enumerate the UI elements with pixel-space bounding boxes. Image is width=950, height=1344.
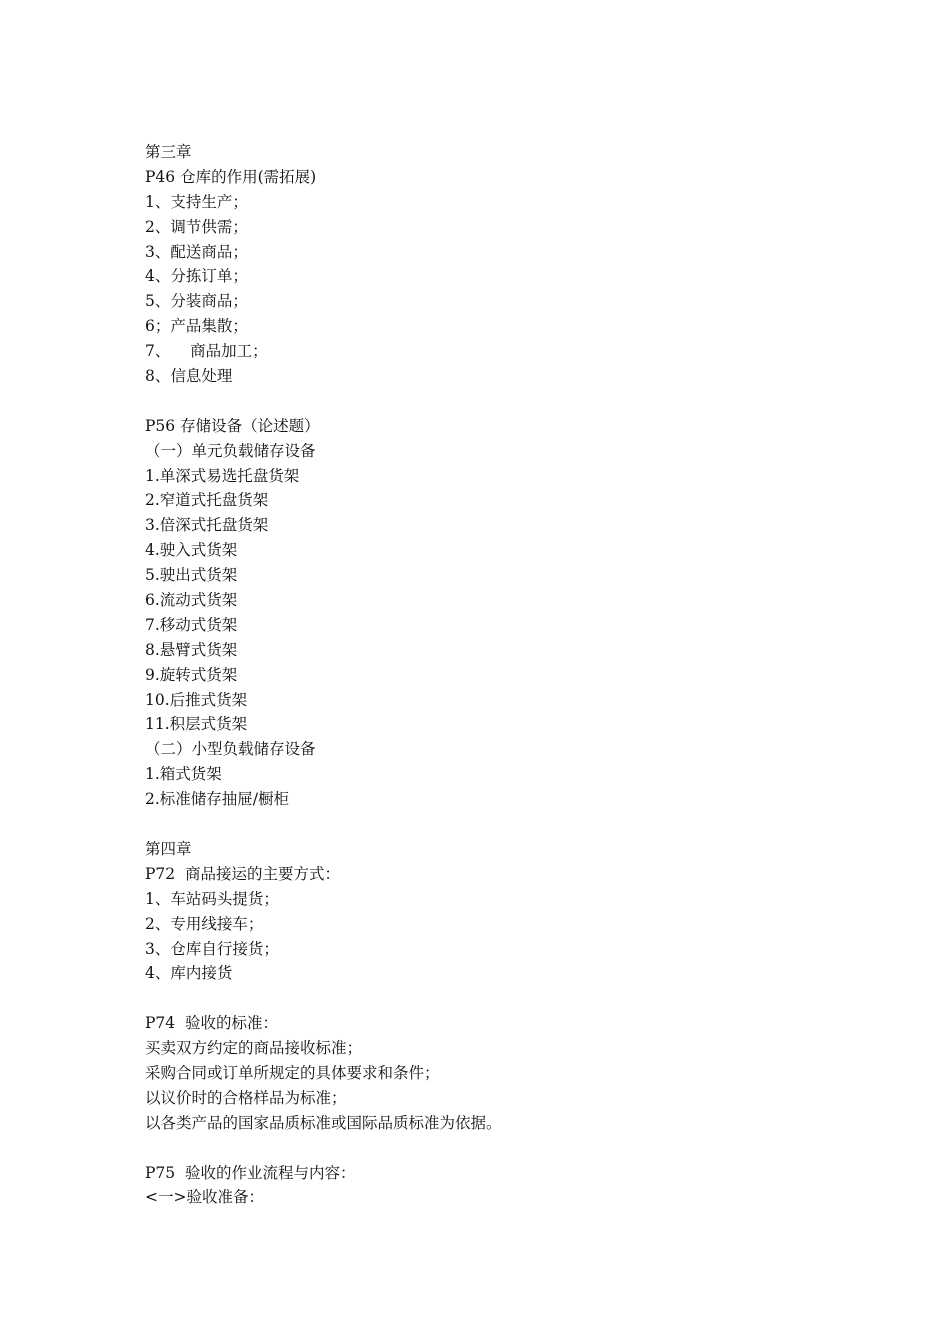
subheading: <一>验收准备： (145, 1188, 264, 1207)
list-item: 8、信息处理 (145, 367, 233, 386)
list-item: 1、支持生产； (145, 192, 248, 211)
list-item: 1、车站码头提货； (145, 889, 279, 908)
topic-heading: P74 验收的标准： (145, 1014, 279, 1033)
list-item: 3、配送商品； (145, 242, 248, 261)
topic-heading: P46 仓库的作用(需拓展) (145, 167, 317, 186)
section-acceptance-process (145, 1161, 905, 1211)
list-item: 2、专用线接车； (145, 914, 264, 933)
list-item: 4.驶入式货架 (145, 541, 238, 560)
list-item: 7、 商品加工； (145, 342, 268, 361)
section-chapter-4 (145, 837, 905, 986)
list-item: 1.单深式易选托盘货架 (145, 466, 300, 485)
topic-heading: P75 验收的作业流程与内容： (145, 1163, 356, 1182)
blank-line (145, 986, 905, 1011)
list-item: 4、分拣订单； (145, 267, 248, 286)
list-item: 5、分装商品； (145, 292, 248, 311)
list-item: 3、仓库自行接货； (145, 939, 279, 958)
list-item: 9.旋转式货架 (145, 665, 238, 684)
blank-line (145, 1136, 905, 1161)
list-item: 2.窄道式托盘货架 (145, 491, 269, 510)
subheading: （二）小型负载储存设备 (145, 740, 316, 759)
list-item: 以议价时的合格样品为标准； (145, 1088, 347, 1107)
list-item: 以各类产品的国家品质标准或国际品质标准为依据。 (145, 1113, 502, 1132)
chapter-heading: 第三章 (145, 143, 192, 161)
list-item: 2、调节供需； (145, 217, 248, 236)
subheading: （一）单元负载储存设备 (145, 441, 316, 460)
list-item: 6；产品集散； (145, 317, 248, 336)
section-acceptance-standard (145, 1011, 905, 1135)
section-storage-equipment (145, 414, 905, 812)
section-chapter-3 (145, 140, 905, 389)
list-item: 7.移动式货架 (145, 615, 238, 634)
list-item: 11.积层式货架 (145, 715, 248, 734)
list-item: 5.驶出式货架 (145, 566, 238, 585)
list-item: 1.箱式货架 (145, 765, 222, 784)
list-item: 买卖双方约定的商品接收标准； (145, 1039, 363, 1058)
chapter-heading: 第四章 (145, 839, 192, 858)
list-item: 2.标准储存抽屉/橱柜 (145, 790, 290, 809)
blank-line (145, 389, 905, 414)
list-item: 4、库内接货 (145, 964, 233, 983)
list-item: 采购合同或订单所规定的具体要求和条件； (145, 1063, 440, 1082)
document-page (145, 140, 905, 1210)
blank-line (145, 812, 905, 837)
list-item: 8.悬臂式货架 (145, 640, 238, 659)
list-item: 10.后推式货架 (145, 690, 248, 709)
topic-heading: P56 存储设备（论述题） (145, 416, 320, 435)
topic-heading: P72 商品接运的主要方式： (145, 864, 341, 883)
list-item: 6.流动式货架 (145, 591, 238, 610)
list-item: 3.倍深式托盘货架 (145, 516, 269, 535)
